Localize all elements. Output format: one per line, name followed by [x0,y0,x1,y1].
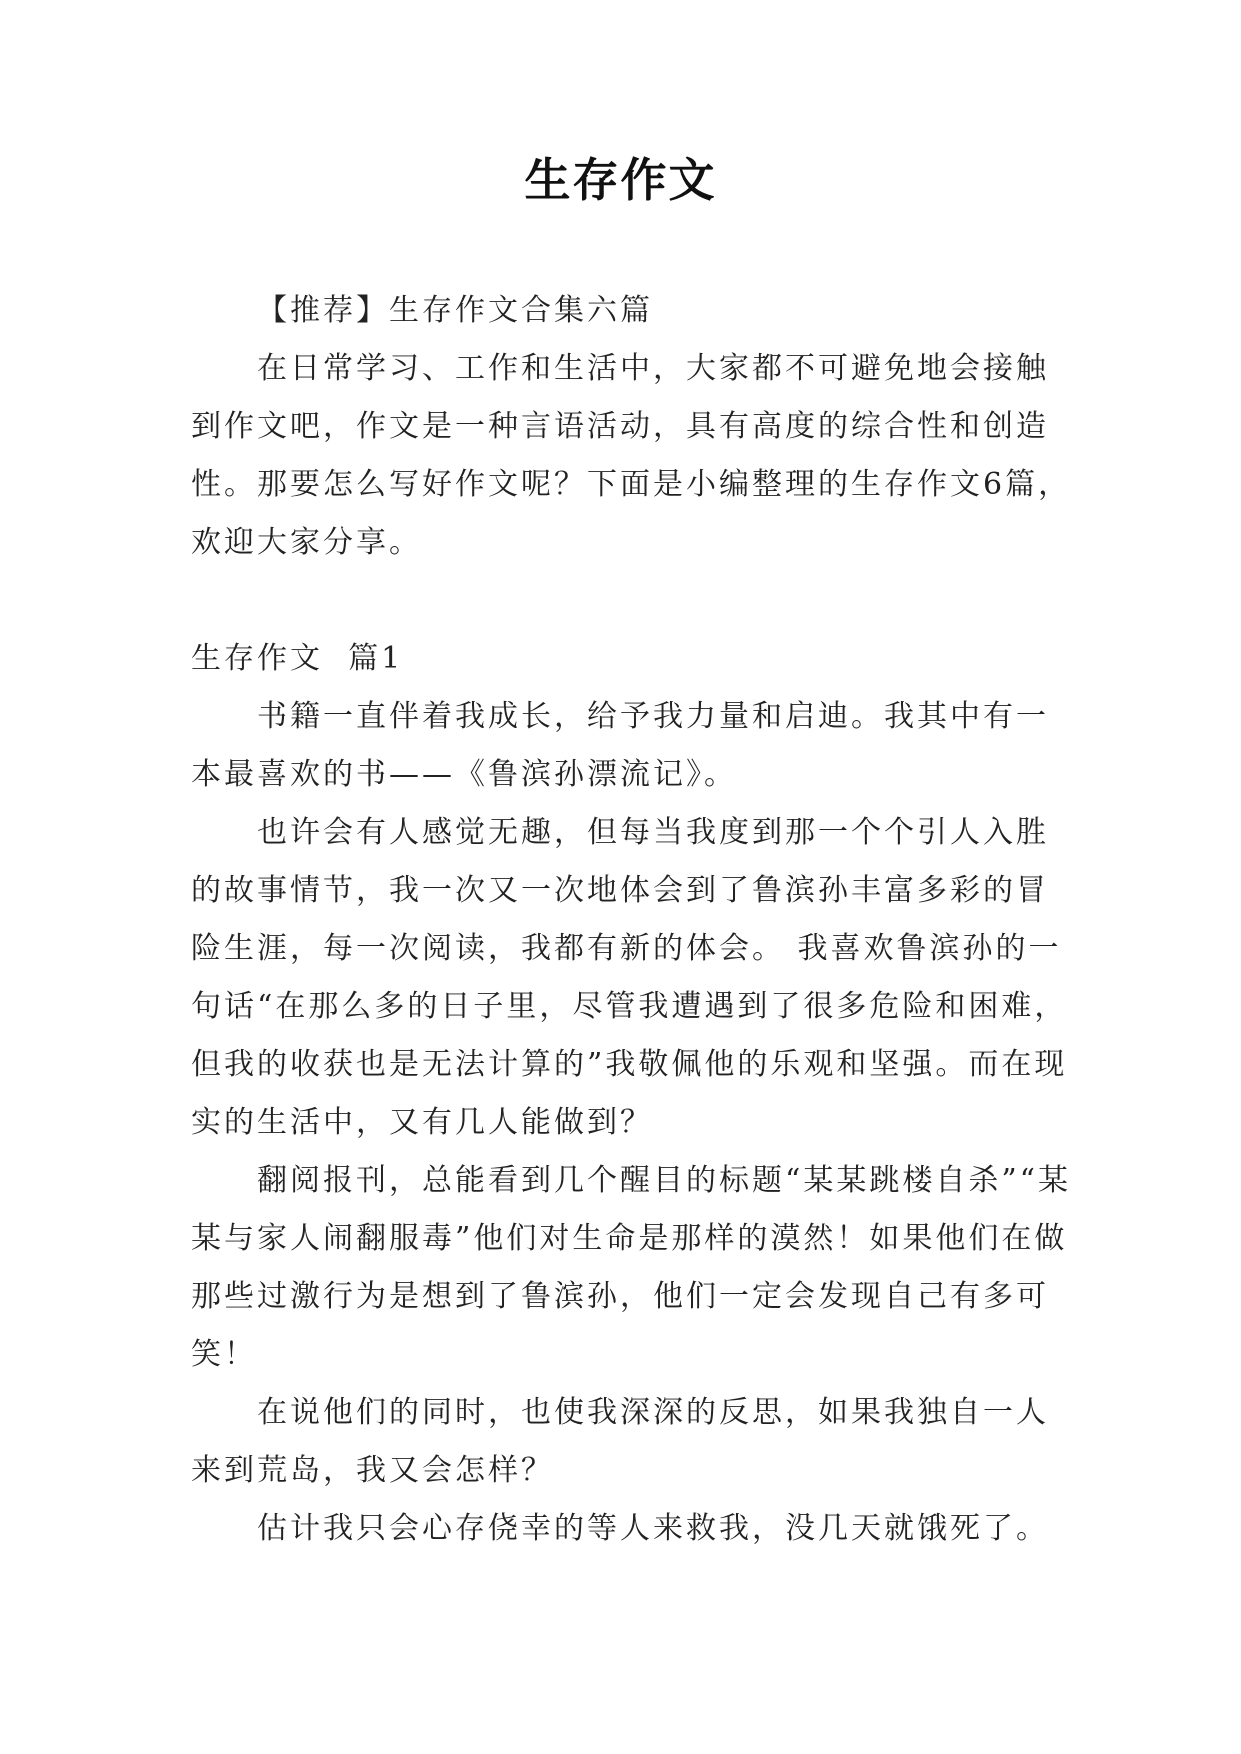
section-heading: 生存作文 篇1 [191,641,404,676]
document-title: 生存作文 [524,153,717,207]
body-paragraph-5: 估计我只会心存侥幸的等人来救我，没几天就饿死了。 [257,1511,1049,1546]
recommend-line: 【推荐】生存作文合集六篇 [257,293,653,328]
body-paragraph-2: 也许会有人感觉无趣，但每当我度到那一个个引人入胜的故事情节，我一次又一次地体会到了鲁滨孙丰富多彩的冒险生涯，每一次阅读，我都有新的体会。 我喜欢鲁滨孙的一句话“在那么多的日子里，尽管我遭遇到了很多危险和困难，但我的收获也是无法计算的”我敬佩他的乐观和坚强。而在现实的生活中，又有几人能做到？ [191,815,1068,1140]
body-paragraph-3: 翻阅报刊，总能看到几个醒目的标题“某某跳楼自杀”“某某与家人闹翻服毒”他们对生命是那样的漠然！如果他们在做那些过激行为是想到了鲁滨孙，他们一定会发现自己有多可笑！ [191,1163,1072,1372]
body-paragraph-4: 在说他们的同时，也使我深深的反思，如果我独自一人来到荒岛，我又会怎样？ [191,1395,1049,1488]
document-body [191,282,1081,1558]
intro-paragraph: 在日常学习、工作和生活中，大家都不可避免地会接触到作文吧，作文是一种言语活动，具有高度的综合性和创造性。那要怎么写好作文呢？下面是小编整理的生存作文6篇，欢迎大家分享。 [191,351,1072,560]
section-spacer [191,572,1081,630]
body-paragraph-1: 书籍一直伴着我成长，给予我力量和启迪。我其中有一本最喜欢的书——《鲁滨孙漂流记》。 [191,699,1049,792]
